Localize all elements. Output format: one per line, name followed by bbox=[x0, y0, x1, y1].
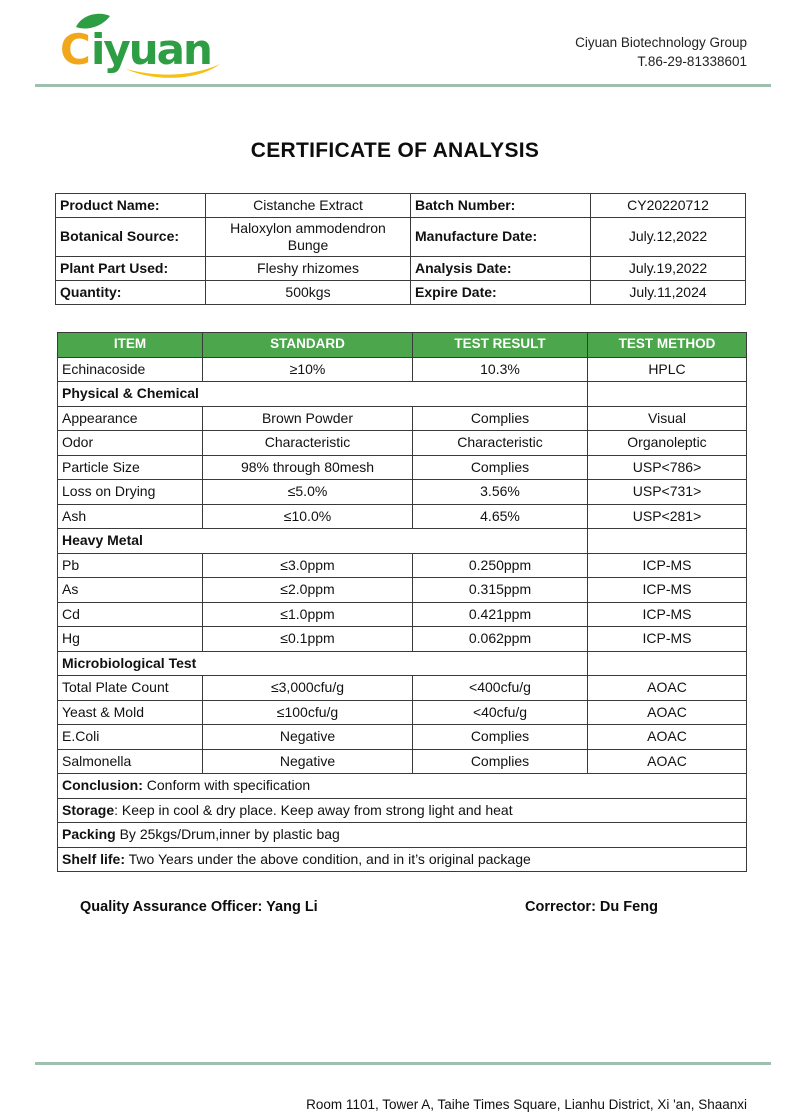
analysis-body bbox=[58, 357, 747, 872]
info-value: Fleshy rhizomes bbox=[206, 257, 411, 281]
analysis-note-text: Two Years under the above condition, and in it’s original package bbox=[125, 850, 531, 867]
ciyuan-logo bbox=[60, 12, 230, 78]
footer-divider bbox=[35, 1062, 771, 1065]
analysis-method: AOAC bbox=[588, 676, 747, 701]
analysis-note bbox=[58, 823, 747, 848]
corrector-signature: Corrector: Du Feng bbox=[525, 899, 658, 915]
analysis-section-empty bbox=[588, 382, 747, 407]
analysis-note-text: By 25kgs/Drum,inner by plastic bag bbox=[115, 826, 340, 842]
analysis-standard: Negative bbox=[203, 725, 413, 750]
analysis-result: 0.315ppm bbox=[413, 578, 588, 603]
info-value: CY20220712 bbox=[591, 194, 746, 218]
analysis-section-header: Microbiological Test bbox=[58, 651, 588, 676]
analysis-row bbox=[58, 357, 747, 382]
analysis-note bbox=[58, 798, 747, 823]
analysis-item: Appearance bbox=[58, 406, 203, 431]
analysis-row bbox=[58, 823, 747, 848]
header-divider bbox=[35, 84, 771, 87]
info-label: Product Name: bbox=[56, 194, 206, 218]
analysis-standard: 98% through 80mesh bbox=[203, 455, 413, 480]
analysis-standard: ≤3,000cfu/g bbox=[203, 676, 413, 701]
info-value: Haloxylon ammodendron Bunge bbox=[206, 218, 411, 257]
analysis-section-empty bbox=[588, 651, 747, 676]
analysis-result: <40cfu/g bbox=[413, 700, 588, 725]
analysis-row bbox=[58, 529, 747, 554]
analysis-row bbox=[58, 455, 747, 480]
info-row bbox=[56, 218, 746, 257]
analysis-method: ICP-MS bbox=[588, 578, 747, 603]
company-info bbox=[575, 33, 747, 71]
analysis-standard: Negative bbox=[203, 749, 413, 774]
analysis-note-text: Conform with specification bbox=[142, 777, 311, 793]
analysis-result: Complies bbox=[413, 455, 588, 480]
analysis-standard: ≤5.0% bbox=[203, 480, 413, 505]
analysis-standard: ≤1.0ppm bbox=[203, 602, 413, 627]
analysis-method: USP<786> bbox=[588, 455, 747, 480]
analysis-note-label: Conclusion: bbox=[62, 777, 143, 793]
analysis-note bbox=[58, 847, 747, 872]
analysis-row bbox=[58, 578, 747, 603]
analysis-row bbox=[58, 725, 747, 750]
analysis-note-text: : Keep in cool & dry place. Keep away from strong light and heat bbox=[114, 801, 513, 818]
analysis-note bbox=[58, 774, 747, 799]
analysis-standard: ≥10% bbox=[203, 357, 413, 382]
info-label: Plant Part Used: bbox=[56, 257, 206, 281]
analysis-row bbox=[58, 602, 747, 627]
analysis-column-header: TEST METHOD bbox=[588, 333, 747, 358]
analysis-result: 0.062ppm bbox=[413, 627, 588, 652]
analysis-table bbox=[57, 332, 747, 872]
analysis-standard: ≤2.0ppm bbox=[203, 578, 413, 603]
analysis-item: Cd bbox=[58, 602, 203, 627]
analysis-header-row bbox=[58, 333, 747, 358]
analysis-row bbox=[58, 553, 747, 578]
info-label: Batch Number: bbox=[411, 194, 591, 218]
analysis-item: Echinacoside bbox=[58, 357, 203, 382]
analysis-row bbox=[58, 676, 747, 701]
analysis-result: 0.421ppm bbox=[413, 602, 588, 627]
analysis-item: Loss on Drying bbox=[58, 480, 203, 505]
analysis-result: Complies bbox=[413, 406, 588, 431]
analysis-method: USP<731> bbox=[588, 480, 747, 505]
analysis-method: AOAC bbox=[588, 749, 747, 774]
info-label: Quantity: bbox=[56, 281, 206, 305]
analysis-result: Complies bbox=[413, 725, 588, 750]
svg-text:C: C bbox=[60, 25, 89, 74]
analysis-method: Visual bbox=[588, 406, 747, 431]
analysis-row bbox=[58, 651, 747, 676]
footer-address: Room 1101, Tower A, Taihe Times Square, Lianhu District, Xi 'an, Shaanxi bbox=[306, 1097, 747, 1112]
analysis-method: USP<281> bbox=[588, 504, 747, 529]
analysis-item: Particle Size bbox=[58, 455, 203, 480]
analysis-standard: Brown Powder bbox=[203, 406, 413, 431]
svg-text:iyuan: iyuan bbox=[91, 25, 211, 74]
analysis-row bbox=[58, 749, 747, 774]
analysis-method: AOAC bbox=[588, 700, 747, 725]
company-name: Ciyuan Biotechnology Group bbox=[575, 35, 747, 50]
analysis-row bbox=[58, 700, 747, 725]
ciyuan-logo-graphic bbox=[60, 12, 230, 78]
company-phone: T.86-29-81338601 bbox=[637, 54, 747, 69]
analysis-standard: ≤0.1ppm bbox=[203, 627, 413, 652]
info-label: Analysis Date: bbox=[411, 257, 591, 281]
analysis-result: 3.56% bbox=[413, 480, 588, 505]
analysis-result: <400cfu/g bbox=[413, 676, 588, 701]
analysis-item: E.Coli bbox=[58, 725, 203, 750]
analysis-row bbox=[58, 847, 747, 872]
analysis-standard: ≤100cfu/g bbox=[203, 700, 413, 725]
analysis-standard: ≤3.0ppm bbox=[203, 553, 413, 578]
analysis-note-label: Shelf life: bbox=[62, 850, 126, 867]
analysis-column-header: ITEM bbox=[58, 333, 203, 358]
analysis-item: Hg bbox=[58, 627, 203, 652]
analysis-method: HPLC bbox=[588, 357, 747, 382]
analysis-item: Yeast & Mold bbox=[58, 700, 203, 725]
analysis-result: 4.65% bbox=[413, 504, 588, 529]
analysis-standard: Characteristic bbox=[203, 431, 413, 456]
analysis-result: 0.250ppm bbox=[413, 553, 588, 578]
analysis-note-label: Storage bbox=[62, 801, 115, 818]
info-value: 500kgs bbox=[206, 281, 411, 305]
analysis-method: ICP-MS bbox=[588, 553, 747, 578]
analysis-item: Ash bbox=[58, 504, 203, 529]
info-value: July.11,2024 bbox=[591, 281, 746, 305]
analysis-standard: ≤10.0% bbox=[203, 504, 413, 529]
analysis-result: 10.3% bbox=[413, 357, 588, 382]
analysis-method: Organoleptic bbox=[588, 431, 747, 456]
analysis-item: Pb bbox=[58, 553, 203, 578]
info-label: Expire Date: bbox=[411, 281, 591, 305]
qa-officer-signature: Quality Assurance Officer: Yang Li bbox=[80, 899, 318, 915]
info-label: Manufacture Date: bbox=[411, 218, 591, 257]
analysis-row bbox=[58, 406, 747, 431]
info-row bbox=[56, 281, 746, 305]
analysis-section-header: Physical & Chemical bbox=[58, 382, 588, 407]
analysis-row bbox=[58, 627, 747, 652]
analysis-row bbox=[58, 431, 747, 456]
analysis-section-header: Heavy Metal bbox=[58, 529, 588, 554]
analysis-method: AOAC bbox=[588, 725, 747, 750]
info-label: Botanical Source: bbox=[56, 218, 206, 257]
analysis-row bbox=[58, 774, 747, 799]
analysis-section-empty bbox=[588, 529, 747, 554]
analysis-row bbox=[58, 504, 747, 529]
analysis-note-label: Packing bbox=[62, 826, 116, 842]
analysis-result: Complies bbox=[413, 749, 588, 774]
analysis-row bbox=[58, 480, 747, 505]
analysis-item: Odor bbox=[58, 431, 203, 456]
analysis-column-header: TEST RESULT bbox=[413, 333, 588, 358]
info-row bbox=[56, 257, 746, 281]
info-row bbox=[56, 194, 746, 218]
analysis-result: Characteristic bbox=[413, 431, 588, 456]
analysis-item: As bbox=[58, 578, 203, 603]
info-value: July.19,2022 bbox=[591, 257, 746, 281]
info-value: Cistanche Extract bbox=[206, 194, 411, 218]
analysis-item: Salmonella bbox=[58, 749, 203, 774]
product-info-body bbox=[56, 194, 746, 305]
product-info-table bbox=[55, 193, 746, 305]
analysis-method: ICP-MS bbox=[588, 602, 747, 627]
analysis-row bbox=[58, 382, 747, 407]
page-title: CERTIFICATE OF ANALYSIS bbox=[250, 139, 540, 162]
analysis-row bbox=[58, 798, 747, 823]
analysis-item: Total Plate Count bbox=[58, 676, 203, 701]
info-value: July.12,2022 bbox=[591, 218, 746, 257]
analysis-method: ICP-MS bbox=[588, 627, 747, 652]
analysis-column-header: STANDARD bbox=[203, 333, 413, 358]
